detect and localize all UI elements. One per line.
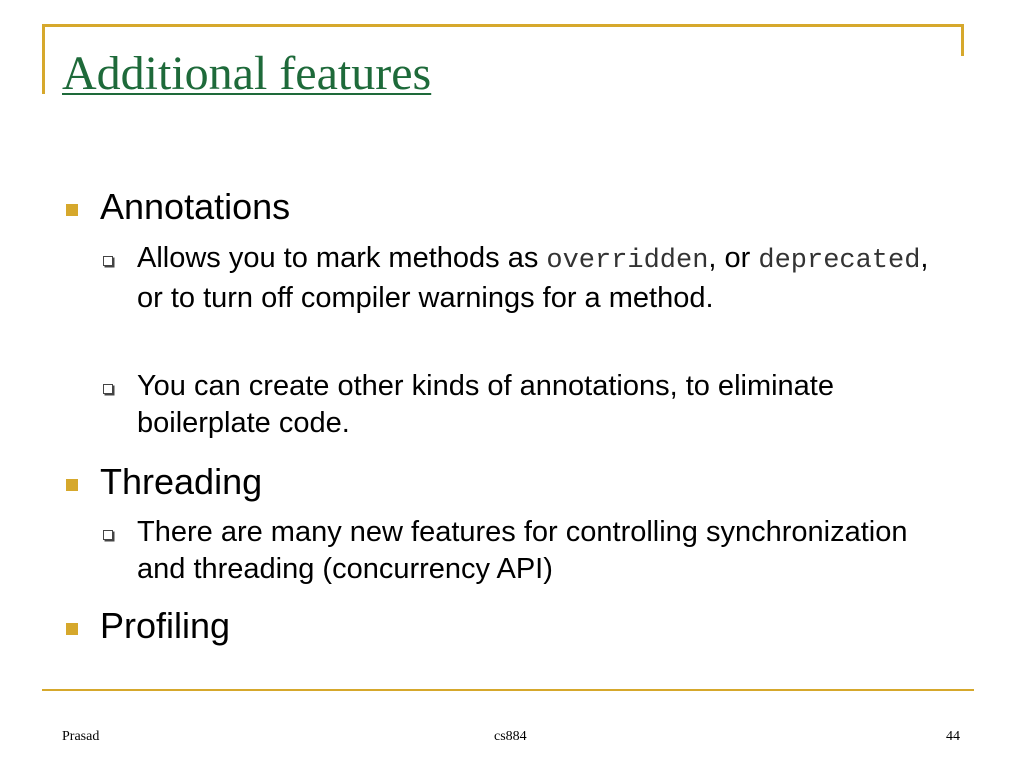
level2-bullet-icon [103, 384, 113, 394]
level2-bullet-icon [103, 256, 113, 266]
code-term: deprecated [758, 246, 921, 276]
level1-bullet-icon [66, 204, 78, 216]
frame-left-rule [42, 24, 45, 94]
footer-page-number: 44 [946, 729, 960, 744]
level1-bullet-icon [66, 479, 78, 491]
sub-bullet-item [137, 514, 957, 588]
frame-top-rule [42, 24, 964, 27]
text-run: , or [708, 242, 759, 274]
level1-bullet-icon [66, 623, 78, 635]
footer-author: Prasad [62, 729, 100, 744]
text-run: Allows you to mark methods as [137, 242, 547, 274]
level2-bullet-icon [103, 530, 113, 540]
footer-rule [42, 689, 974, 691]
bullet-item: Annotations [100, 186, 291, 227]
text-run: , or to turn off compiler warnings for a method. [137, 242, 929, 314]
code-term: overridden [546, 246, 709, 276]
bullet-item: Profiling [100, 605, 231, 646]
sub-bullet-item [137, 240, 957, 317]
footer-course: cs884 [494, 729, 527, 744]
bullet-item: Threading [100, 461, 263, 502]
frame-right-rule [961, 24, 964, 56]
text-run: You can create other kinds of annotations, to eliminate boilerplate code. [137, 370, 834, 439]
slide-title: Additional features [62, 47, 432, 100]
text-run: There are many new features for controlling synchronization and threading (concurrency API) [137, 516, 908, 585]
sub-bullet-item [137, 368, 957, 442]
